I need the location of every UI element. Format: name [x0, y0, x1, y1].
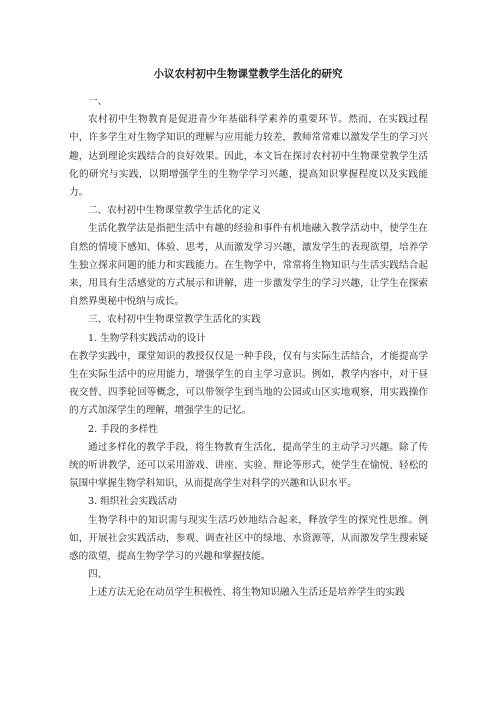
document-body — [69, 93, 428, 603]
paragraph: 一、 — [88, 96, 108, 107]
paragraph: 生物学科中的知识需与现实生活巧妙地结合起来，释放学生的探究性思维。例如，开展社会实践活动，参观、调查社区中的绿地、水资源等，从而激发学生搜索疑惑的欲望，提高生物学学习的兴趣和掌握技能。 — [69, 514, 428, 563]
paragraph: 二、农村初中生物课堂教学生活化的定义 — [88, 205, 261, 217]
paragraph: 三、农村初中生物课堂教学生活化的实践 — [88, 314, 261, 326]
paragraph: 上述方法无论在动员学生积极性、将生物知识融入生活还是培养学生的实践 — [88, 587, 405, 599]
document-title: 小议农村初中生物课堂教学生活化的研究 — [153, 68, 343, 80]
paragraph: 通过多样化的教学手段，将生物教育生活化，提高学生的主动学习兴趣。除了传统的听讲教学，还可以采用游戏、讲座、实验、辩论等形式，使学生在愉悦、轻松的氛围中掌握生物学科知识，从而提高学生对科学的兴趣和认识水平。 — [69, 441, 428, 490]
paragraph: 3. 组织社会实践活动 — [88, 496, 177, 508]
paragraph: 2. 手段的多样性 — [88, 423, 158, 435]
paragraph: 农村初中生物教育是促进青少年基础科学素养的重要环节。然而，在实践过程中，许多学生对生物学知识的理解与应用能力较差，教师常常难以激发学生的学习兴趣，达到理论实践结合的良好效果。因此，本文旨在探讨农村初中生物课堂教学生活化的研究与实践，以期增强学生的生物学学习兴趣，提高知识掌握程度以及实践能力。 — [69, 114, 428, 199]
paragraph: 1. 生物学科实践活动的设计 — [88, 332, 206, 344]
paragraph: 四、 — [88, 569, 108, 581]
paragraph: 在教学实践中，课堂知识的教授仅仅是一种手段，仅有与实际生活结合，才能提高学生在实际生活中的应用能力，增强学生的自主学习意识。例如，教学内容中，对于昼夜交替、四季轮回等概念，可以带领学生到当地的公园或山区实地观察，用实践操作的方式加深学生的理解，增强学生的记忆。 — [69, 350, 428, 417]
paragraph: 生活化教学法是指把生活中有趣的经验和事件有机地融入教学活动中，使学生在自然的情境下感知、体验、思考，从而激发学习兴趣，激发学生的表现欲望，培养学生独立探求问题的能力和实践能力。在生物学中，常常将生物知识与生活实践结合起来，用具有生活感觉的方式展示和讲解，进一步激发学生的学习兴趣，让学生在探索自然界奥秘中悦纳与成长。 — [69, 223, 428, 308]
